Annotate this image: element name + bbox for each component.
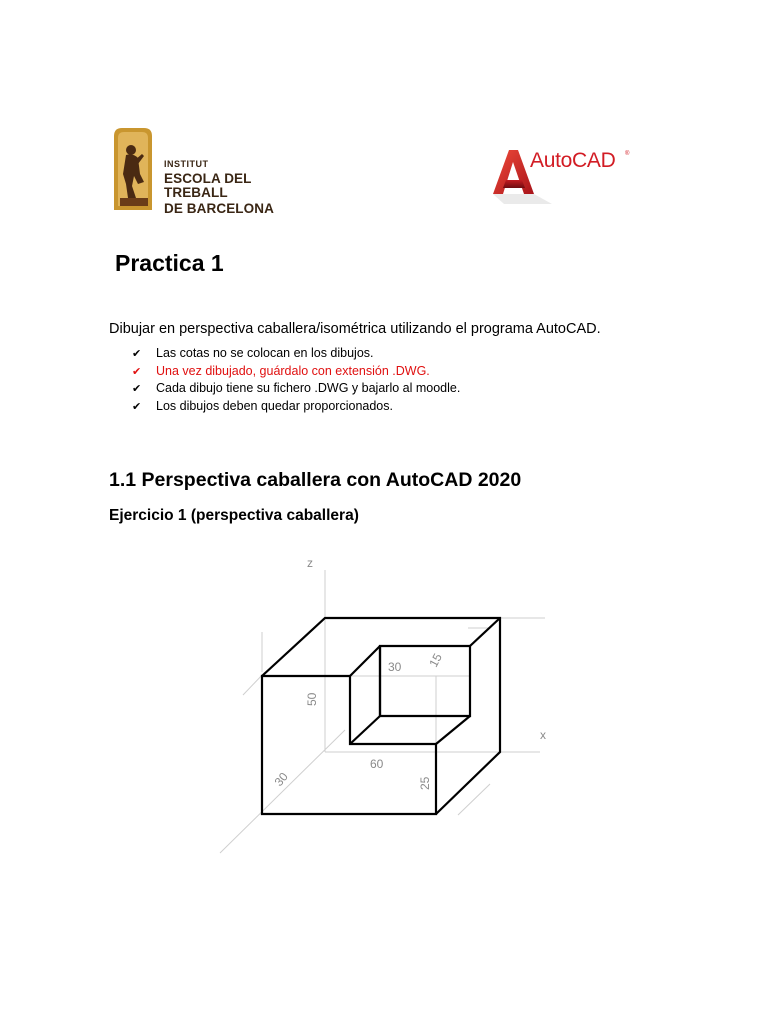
list-item: [132, 380, 460, 398]
list-item-text: Los dibujos deben quedar proporcionados.: [156, 398, 393, 413]
inner-edge: [470, 618, 500, 646]
page-title: Practica 1: [115, 250, 224, 276]
checkmark-icon: ✔: [132, 347, 142, 360]
inner-edge: [350, 716, 380, 744]
instruction-list: [132, 345, 460, 415]
list-item-text: Las cotas no se colocan en los dibujos.: [156, 346, 374, 360]
dimension-step-height: 25: [418, 776, 432, 790]
autocad-wordmark: AutoCAD: [530, 149, 616, 172]
checkmark-icon: ✔: [132, 364, 142, 378]
list-item: [132, 363, 460, 381]
exercise-heading: Ejercicio 1 (perspectiva caballera): [109, 507, 359, 524]
dimension-inner-depth: 15: [426, 651, 445, 670]
statue-emblem-icon: [106, 126, 160, 210]
object-outline: [262, 618, 500, 814]
school-name-line2: ESCOLA DEL TREBALL: [164, 171, 252, 200]
y-axis-line: [220, 730, 345, 853]
school-name-line3: DE BARCELONA: [164, 201, 274, 216]
list-item-text: Una vez dibujado, guárdalo con extensión .DWG.: [156, 363, 430, 378]
autocad-logo: [492, 144, 634, 206]
registered-mark: ®: [625, 151, 630, 157]
list-item: [132, 345, 460, 363]
x-axis-label: x: [540, 728, 546, 742]
dimension-depth: 30: [271, 769, 291, 789]
list-item-text: Cada dibujo tiene su fichero .DWG y bajarlo al moodle.: [156, 381, 461, 396]
dimension-width: 60: [370, 757, 384, 771]
front-face: [262, 676, 436, 814]
intro-text: Dibujar en perspectiva caballera/isométrica utilizando el programa AutoCAD.: [109, 321, 601, 337]
school-name: [164, 160, 306, 219]
school-name-line1: INSTITUT: [164, 159, 209, 169]
dimension-height: 50: [305, 692, 319, 706]
z-axis-label: z: [307, 556, 313, 570]
inner-back-face: [380, 646, 470, 716]
checkmark-icon: ✔: [132, 399, 142, 413]
list-item: [132, 398, 460, 416]
construction-lines: [220, 570, 545, 853]
dimension-inner-width: 30: [388, 660, 402, 674]
inner-edge: [350, 646, 380, 676]
section-heading: 1.1 Perspectiva caballera con AutoCAD 2020: [109, 469, 522, 491]
school-logo: [106, 126, 306, 216]
inner-edge: [436, 716, 470, 744]
cavalier-perspective-drawing: [210, 550, 570, 860]
checkmark-icon: ✔: [132, 382, 142, 396]
